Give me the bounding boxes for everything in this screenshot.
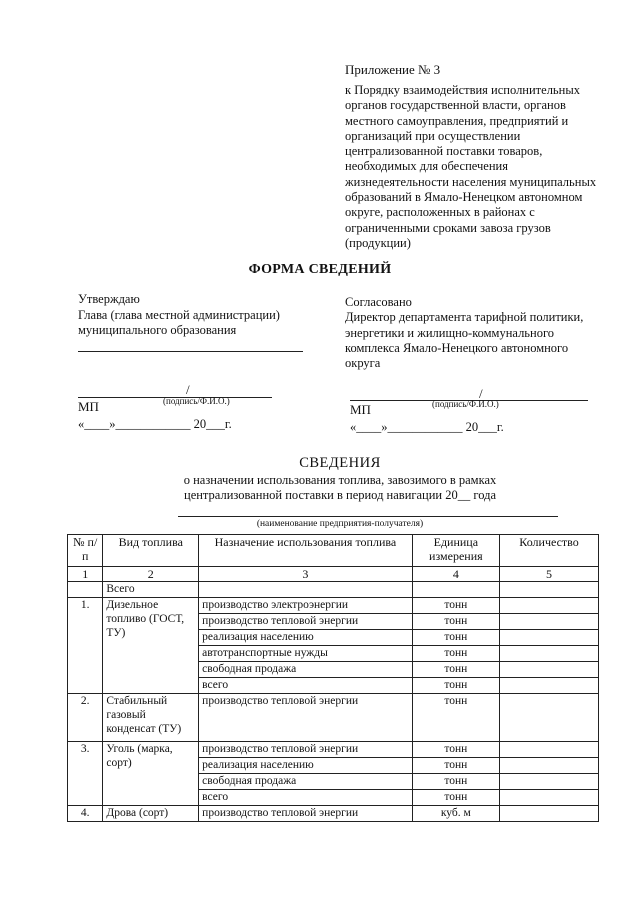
purpose-cell: производство тепловой энергии bbox=[199, 742, 412, 758]
purpose-cell: всего bbox=[199, 790, 412, 806]
purpose-cell: автотранспортные нужды bbox=[199, 646, 412, 662]
appendix-line: органов государственной власти, органов bbox=[345, 98, 566, 113]
column-numbers-row bbox=[68, 567, 599, 582]
agree-date: «____»____________ 20___г. bbox=[350, 420, 504, 434]
table-row bbox=[68, 806, 599, 822]
appendix-line: местного самоуправления, предприятий и bbox=[345, 113, 569, 128]
agree-line: Директор департамента тарифной политики, bbox=[345, 310, 584, 325]
quantity-cell[interactable] bbox=[500, 598, 599, 614]
approve-heading: Утверждаю bbox=[78, 292, 140, 306]
agree-line: энергетики и жилищно-коммунального bbox=[345, 325, 555, 340]
unit-cell: куб. м bbox=[412, 806, 499, 822]
purpose-cell: производство тепловой энергии bbox=[199, 694, 412, 742]
quantity-cell[interactable] bbox=[500, 630, 599, 646]
agree-stamp-label: МП bbox=[350, 402, 371, 417]
approve-name-line bbox=[78, 351, 303, 352]
header-purpose: Назначение использования топлива bbox=[199, 535, 412, 567]
agree-line: округа bbox=[345, 356, 381, 371]
unit-cell: тонн bbox=[412, 646, 499, 662]
svedeniya-line2: централизованной поставки в период навигации 20__ года bbox=[184, 488, 496, 502]
header-fuel: Вид топлива bbox=[103, 535, 199, 567]
row-number: 1. bbox=[68, 598, 103, 694]
appendix-title: Приложение № 3 bbox=[345, 62, 441, 77]
column-number: 4 bbox=[412, 567, 499, 582]
approve-date: «____»____________ 20___г. bbox=[78, 417, 232, 431]
purpose-cell: производство тепловой энергии bbox=[199, 806, 412, 822]
approve-slash: / bbox=[186, 382, 190, 397]
fuel-type: Дизельное топливо (ГОСТ, ТУ) bbox=[103, 598, 199, 694]
svedeniya-title: СВЕДЕНИЯ bbox=[299, 455, 381, 471]
unit-cell: тонн bbox=[412, 758, 499, 774]
quantity-cell[interactable] bbox=[500, 694, 599, 742]
purpose-cell: свободная продажа bbox=[199, 774, 412, 790]
appendix-line: образований в Ямало-Ненецком автономном bbox=[345, 190, 583, 205]
unit-cell: тонн bbox=[412, 662, 499, 678]
agree-sign-caption: (подпись/Ф.И.О.) bbox=[432, 399, 499, 409]
unit-cell: тонн bbox=[412, 598, 499, 614]
svedeniya-line1: о назначении использования топлива, завозимого в рамках bbox=[183, 473, 497, 487]
table-row bbox=[68, 598, 599, 614]
purpose-cell: производство тепловой энергии bbox=[199, 614, 412, 630]
recipient-caption: (наименование предприятия-получателя) bbox=[256, 519, 424, 529]
table-header-row bbox=[68, 535, 599, 567]
quantity-cell[interactable] bbox=[500, 806, 599, 822]
fuel-type: Уголь (марка, сорт) bbox=[103, 742, 199, 806]
row-number: 2. bbox=[68, 694, 103, 742]
unit-cell: тонн bbox=[412, 614, 499, 630]
appendix-line: централизованной поставки товаров, bbox=[345, 144, 543, 159]
unit-cell: тонн bbox=[412, 774, 499, 790]
unit-cell: тонн bbox=[412, 742, 499, 758]
unit-cell: тонн bbox=[412, 678, 499, 694]
purpose-cell: реализация населению bbox=[199, 630, 412, 646]
purpose-cell: свободная продажа bbox=[199, 662, 412, 678]
agree-heading: Согласовано bbox=[345, 295, 412, 309]
column-number: 2 bbox=[103, 567, 199, 582]
appendix-line: организаций при осуществлении bbox=[345, 128, 521, 143]
appendix-line: округе, расположенных в районах с bbox=[345, 205, 535, 220]
agree-slash: / bbox=[479, 386, 483, 401]
appendix-text bbox=[345, 83, 605, 251]
total-row bbox=[68, 582, 599, 598]
approve-line1: Глава (глава местной администрации) bbox=[78, 307, 280, 322]
header-num: № п/п bbox=[68, 535, 103, 567]
fuel-type: Стабильный газовый конденсат (ТУ) bbox=[103, 694, 199, 742]
approve-block bbox=[78, 292, 280, 339]
column-number: 3 bbox=[199, 567, 412, 582]
quantity-cell[interactable] bbox=[500, 646, 599, 662]
quantity-cell[interactable] bbox=[500, 758, 599, 774]
purpose-cell: производство электроэнергии bbox=[199, 598, 412, 614]
row-number: 4. bbox=[68, 806, 103, 822]
unit-cell: тонн bbox=[412, 694, 499, 742]
appendix-line: необходимых для обеспечения bbox=[345, 159, 508, 174]
quantity-cell[interactable] bbox=[500, 742, 599, 758]
column-number: 5 bbox=[500, 567, 599, 582]
quantity-cell[interactable] bbox=[500, 662, 599, 678]
purpose-cell: всего bbox=[199, 678, 412, 694]
appendix-line: ограниченными сроками завоза грузов bbox=[345, 220, 551, 235]
approve-stamp-label: МП bbox=[78, 399, 99, 414]
quantity-cell[interactable] bbox=[500, 678, 599, 694]
agree-block bbox=[345, 295, 583, 371]
purpose-cell: реализация населению bbox=[199, 758, 412, 774]
form-title: ФОРМА СВЕДЕНИЙ bbox=[248, 262, 392, 277]
quantity-cell[interactable] bbox=[500, 614, 599, 630]
table-row bbox=[68, 742, 599, 758]
unit-cell: тонн bbox=[412, 630, 499, 646]
fuel-table bbox=[67, 534, 599, 822]
total-label: Всего bbox=[103, 582, 199, 598]
svedeniya-subtitle bbox=[0, 473, 640, 503]
appendix-line: (продукции) bbox=[345, 235, 411, 250]
header-quantity: Количество bbox=[500, 535, 599, 567]
unit-cell: тонн bbox=[412, 790, 499, 806]
appendix-line: к Порядку взаимодействия исполнительных bbox=[345, 83, 580, 97]
fuel-type: Дрова (сорт) bbox=[103, 806, 199, 822]
row-number: 3. bbox=[68, 742, 103, 806]
approve-sign-caption: (подпись/Ф.И.О.) bbox=[163, 396, 230, 406]
table-row bbox=[68, 694, 599, 742]
recipient-name-line bbox=[178, 516, 558, 517]
quantity-cell[interactable] bbox=[500, 774, 599, 790]
appendix-line: жизнедеятельности населения муниципальных bbox=[345, 174, 597, 189]
agree-line: комплекса Ямало-Ненецкого автономного bbox=[345, 340, 569, 355]
quantity-cell[interactable] bbox=[500, 790, 599, 806]
header-unit: Единица измерения bbox=[412, 535, 499, 567]
approve-line2: муниципального образования bbox=[78, 323, 237, 337]
column-number: 1 bbox=[68, 567, 103, 582]
